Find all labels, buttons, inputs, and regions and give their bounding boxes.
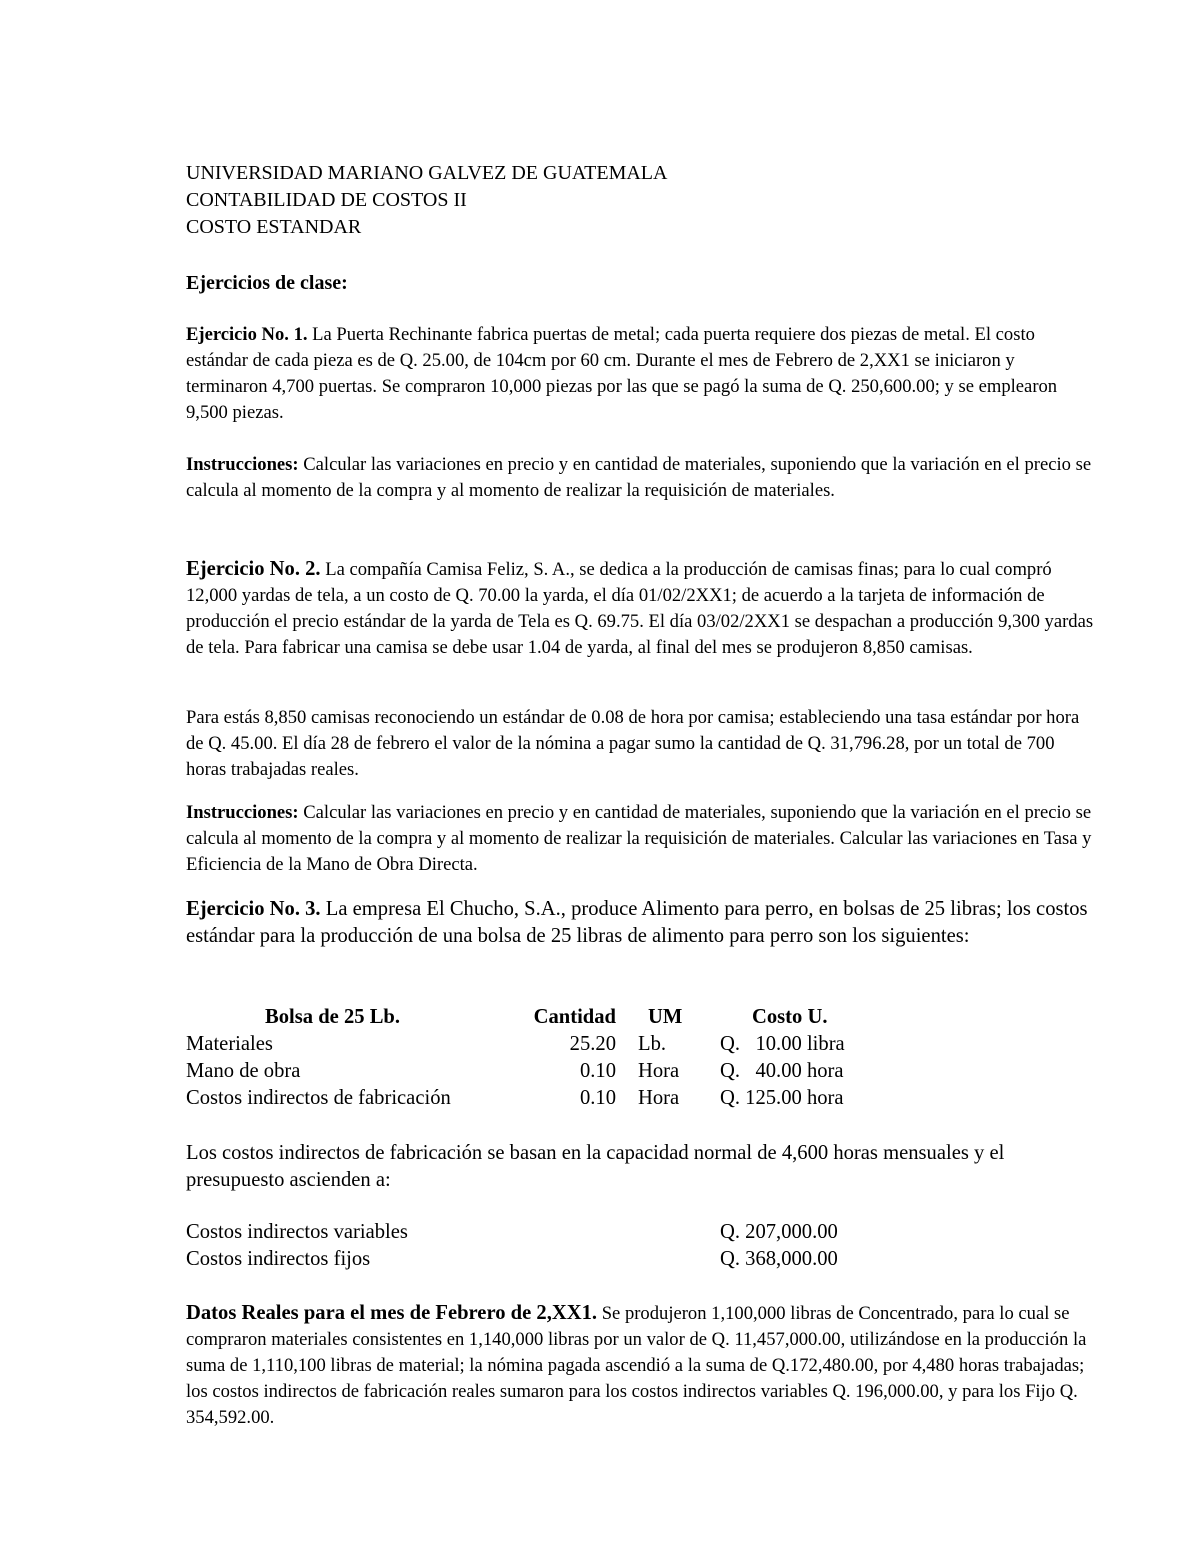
table-cell: Materiales — [186, 1033, 273, 1055]
exercise-1-label: Ejercicio No. 1. — [186, 324, 308, 345]
instructions-label: Instrucciones: — [186, 802, 299, 823]
instructions-text: Calcular las variaciones en precio y en cantidad de materiales, suponiendo que la variación en el precio se calcula al momento de la compra y al momento de realizar la requisición de materiales. Calcular las variaciones en Tasa y Eficiencia de la Mano de Obra Directa. — [186, 802, 1092, 875]
column-header: Cantidad — [533, 1006, 616, 1028]
standard-cost-table — [186, 1004, 886, 1112]
table-cell: Hora — [638, 1060, 680, 1082]
exercise-2-text: La compañía Camisa Feliz, S. A., se dedica a la producción de camisas finas; para lo cual compró 12,000 yardas de tela, a un costo de Q. 70.00 la yarda, el día 01/02/2XX1; de acuerdo a la tarjeta de información de producción el precio estándar de la yarda de Tela es Q. 69.75. El día 03/02/2XX1 se despachan a producción 9,300 yardas de tela. Para fabricar una camisa se debe usar 1.04 de yarda, al final del mes se produjeron 8,850 camisas. — [186, 559, 1094, 658]
table-row — [186, 1085, 886, 1112]
table-cell: 0.10 — [579, 1060, 616, 1082]
actual-data-label: Datos Reales para el mes de Febrero de 2,XX1. — [186, 1302, 598, 1324]
budget-label: Costos indirectos fijos — [186, 1248, 371, 1270]
instructions-label: Instrucciones: — [186, 454, 299, 475]
table-cell: Mano de obra — [186, 1060, 301, 1082]
table-cell: Costos indirectos de fabricación — [186, 1087, 451, 1109]
table-cell: Hora — [638, 1087, 680, 1109]
budget-value: Q. 207,000.00 — [720, 1221, 838, 1243]
budget-value: Q. 368,000.00 — [720, 1248, 838, 1270]
column-header: Bolsa de 25 Lb. — [265, 1006, 401, 1028]
section-title: Ejercicios de clase: — [186, 272, 348, 294]
list-item — [186, 1219, 886, 1246]
table-cell: 25.20 — [569, 1033, 616, 1055]
university-name: UNIVERSIDAD MARIANO GALVEZ DE GUATEMALA — [186, 162, 668, 184]
budget-label: Costos indirectos variables — [186, 1221, 408, 1243]
table-cell: Q. 125.00 hora — [720, 1087, 844, 1109]
table-cell: Q. 40.00 hora — [720, 1060, 844, 1082]
actual-data-paragraph — [186, 1300, 1096, 1431]
exercise-2-instructions — [186, 800, 1096, 878]
exercise-1-statement — [186, 322, 1096, 426]
exercise-3-text: La empresa El Chucho, S.A., produce Alimento para perro, en bolsas de 25 libras; los costos estándar para la producción de una bolsa de 25 libras de alimento para perro son los siguientes: — [186, 898, 1088, 947]
exercise-2-labor-paragraph: Para estás 8,850 camisas reconociendo un estándar de 0.08 de hora por camisa; estableciendo una tasa estándar por hora de Q. 45.00. El día 28 de febrero el valor de la nómina a pagar sumo la cantidad de Q. 31,796.28, por un total de 700 horas trabajadas reales. — [186, 707, 1080, 780]
column-header: UM — [648, 1006, 683, 1028]
table-cell: 0.10 — [579, 1087, 616, 1109]
instructions-text: Calcular las variaciones en precio y en cantidad de materiales, suponiendo que la variación en el precio se calcula al momento de la compra y al momento de realizar la requisición de materiales. — [186, 454, 1092, 501]
column-header: Costo U. — [752, 1006, 828, 1028]
exercise-1-text: La Puerta Rechinante fabrica puertas de metal; cada puerta requiere dos piezas de metal. El costo estándar de cada pieza es de Q. 25.00, de 104cm por 60 cm. Durante el mes de Febrero de 2,XX1 se iniciaron y terminaron 4,700 puertas. Se compraron 10,000 piezas por las que se pagó la suma de Q. 250,600.00; y se emplearon 9,500 piezas. — [186, 324, 1058, 423]
actual-data-text: Se produjeron 1,100,000 libras de Concentrado, para lo cual se compraron materiales consistentes en 1,140,000 libras por un valor de Q. 11,457,000.00, utilizándose en la producción la suma de 1,110,100 libras de material; la nómina pagada ascendió a la suma de Q.172,480.00, por 4,480 horas trabajadas; los costos indirectos de fabricación reales sumaron para los costos indirectos variables Q. 196,000.00, y para los Fijo Q. 354,592.00. — [186, 1303, 1087, 1428]
table-cell: Lb. — [638, 1033, 667, 1055]
document-header — [186, 160, 1096, 241]
overhead-budget-paragraph: Los costos indirectos de fabricación se basan en la capacidad normal de 4,600 horas mensuales y el presupuesto ascienden a: — [186, 1142, 1005, 1191]
topic-title: COSTO ESTANDAR — [186, 216, 362, 238]
table-row — [186, 1031, 886, 1058]
exercise-1-instructions — [186, 452, 1096, 504]
table-row — [186, 1058, 886, 1085]
table-cell: Q. 10.00 libra — [720, 1033, 845, 1055]
course-name: CONTABILIDAD DE COSTOS II — [186, 189, 467, 211]
table-header-row — [186, 1004, 886, 1031]
exercise-3-statement — [186, 896, 1096, 950]
exercise-2-statement — [186, 556, 1096, 661]
exercise-3-label: Ejercicio No. 3. — [186, 898, 321, 920]
list-item — [186, 1246, 886, 1273]
exercise-2-label: Ejercicio No. 2. — [186, 558, 321, 580]
overhead-budget-list — [186, 1219, 886, 1273]
